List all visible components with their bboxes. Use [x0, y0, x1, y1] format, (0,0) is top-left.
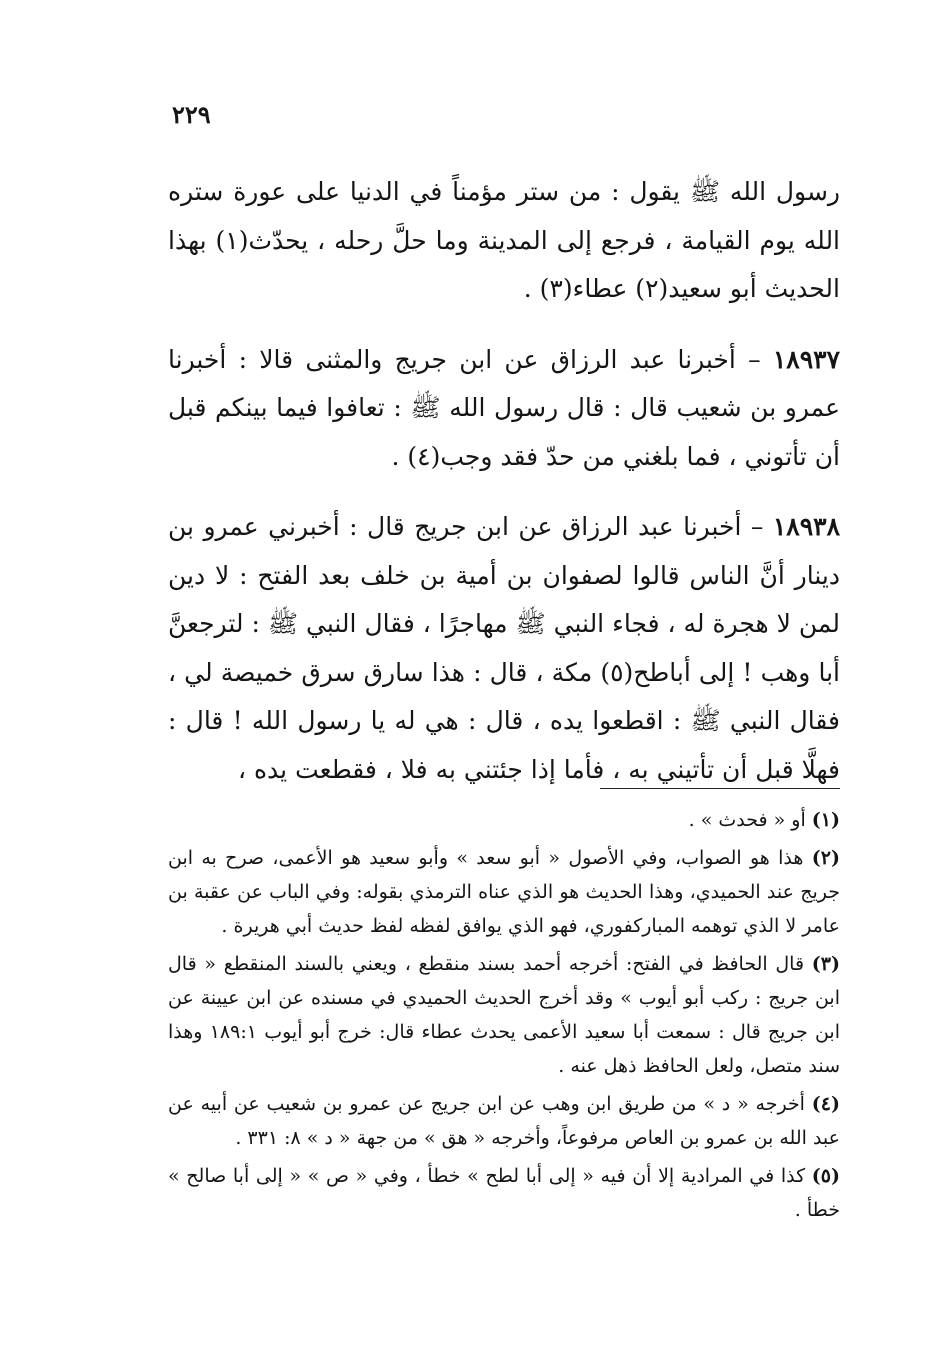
footnote-divider [600, 788, 840, 789]
footnote-1 [168, 803, 840, 837]
hadith-18937 [168, 336, 840, 482]
hadith-dash: – [741, 512, 764, 541]
page-number: ٢٢٩ [172, 100, 211, 129]
footnote-number: (١) [811, 809, 840, 831]
footnotes [168, 803, 840, 1231]
hadith-number: ١٨٩٣٨ [772, 512, 840, 541]
footnote-text: أخرجه « د » من طريق ابن وهب عن ابن جريج عن عمرو بن شعيب عن أبيه عن عبد الله بن عمرو بن العاص مرفوعاً، وأخرجه « هق » من جهة « د » ٨: ٣٣١ . [168, 1093, 840, 1149]
footnote-5 [168, 1159, 840, 1227]
paragraph-text: أخبرنا عبد الرزاق عن ابن جريج والمثنى قالا : أخبرنا عمرو بن شعيب قال : قال رسول الله ﷺ : تعافوا فيما بينكم قبل أن تأتوني ، فما بلغني من حدّ فقد وجب(٤) . [168, 344, 840, 471]
hadith-18938 [168, 503, 840, 794]
hadith-dash: – [735, 344, 761, 374]
footnote-number: (٣) [811, 953, 840, 975]
hadith-number: ١٨٩٣٧ [772, 344, 840, 374]
footnote-text: هذا هو الصواب، وفي الأصول « أبو سعد » وأبو سعيد هو الأعمى، صرح به ابن جريج عند الحميدي، وهذا الحديث هو الذي عناه الترمذي بقوله: وفي الباب عن عقبة بن عامر لا الذي توهمه المباركفوري، فهو الذي يوافق لفظه لفظ حديث أبي هريرة . [168, 847, 840, 937]
footnote-2 [168, 841, 840, 943]
footnote-number: (٥) [811, 1165, 840, 1187]
footnote-4 [168, 1087, 840, 1155]
paragraph-text: أخبرنا عبد الرزاق عن ابن جريج قال : أخبرني عمرو بن دينار أنَّ الناس قالوا لصفوان بن أمية بن خلف بعد الفتح : لا دين لمن لا هجرة له ، فجاء النبي ﷺ مهاجرًا ، فقال النبي ﷺ : لترجعنَّ أبا وهب ! إلى أباطح(٥) مكة ، قال : هذا سارق سرق خميصة لي ، فقال النبي ﷺ : اقطعوا يده ، قال : هي له يا رسول الله ! قال : فهلَّا قبل أن تأتيني به ، فأما إذا جئتني به فلا ، فقطعت يده ، [168, 512, 841, 784]
paragraph-continuation [168, 168, 840, 314]
main-text [168, 168, 840, 794]
footnote-text: كذا في المرادية إلا أن فيه « إلى أبا لطح » خطأ ، وفي « ص » « إلى أبا صالح » خطأ . [168, 1165, 840, 1221]
footnote-number: (٢) [811, 847, 840, 869]
paragraph-text: رسول الله ﷺ يقول : من ستر مؤمناً في الدنيا على عورة ستره الله يوم القيامة ، فرجع إلى المدينة وما حلَّ رحله ، يحدّث(١) بهذا الحديث أبو سعيد(٢) عطاء(٣) . [168, 177, 841, 303]
footnote-text: أو « فحدث » . [688, 809, 806, 831]
footnote-number: (٤) [811, 1093, 841, 1115]
footnote-text: قال الحافظ في الفتح: أخرجه أحمد بسند منقطع ، ويعني بالسند المنقطع « قال ابن جريج : ركب أبو أيوب » وقد أخرج الحديث الحميدي في مسنده عن ابن عيينة عن ابن جريج قال : سمعت أبا سعيد الأعمى يحدث عطاء قال: خرج أبو أيوب ١٨٩:١ وهذا سند متصل، ولعل الحافظ ذهل عنه . [168, 953, 840, 1077]
footnote-3 [168, 947, 840, 1083]
